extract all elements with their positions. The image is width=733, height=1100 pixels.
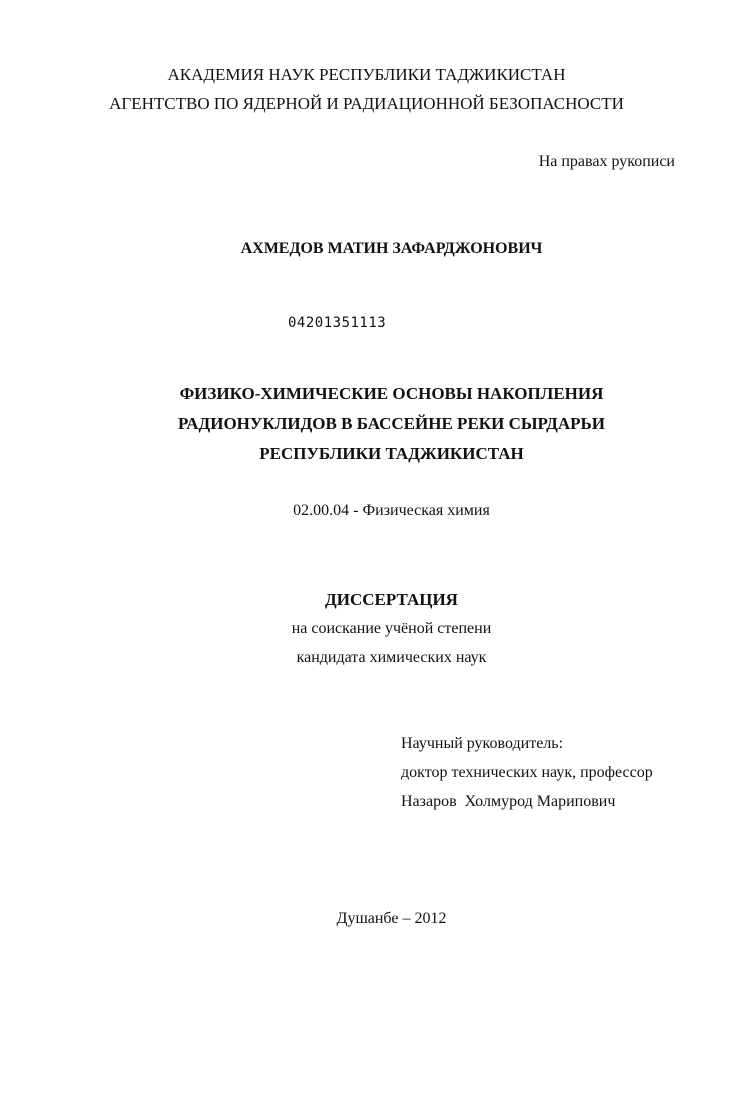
supervisor-name: Назаров Холмурод Марипович xyxy=(401,793,616,810)
dissertation-heading: ДИССЕРТАЦИЯ xyxy=(325,590,458,609)
degree-line-2: кандидата химических наук xyxy=(296,649,487,666)
manuscript-note: На правах рукописи xyxy=(538,153,675,170)
supervisor-label: Научный руководитель: xyxy=(401,735,564,752)
degree-line-1: на соискание учёной степени xyxy=(291,620,492,637)
specialty: 02.00.04 - Физическая химия xyxy=(293,502,490,519)
org-line-2: АГЕНТСТВО ПО ЯДЕРНОЙ И РАДИАЦИОННОЙ БЕЗОПАСНОСТИ xyxy=(109,94,624,113)
title-line-3: РЕСПУБЛИКИ ТАДЖИКИСТАН xyxy=(259,444,524,463)
supervisor-degree: доктор технических наук, профессор xyxy=(401,764,653,781)
registration-number: 04201351113 xyxy=(288,315,387,331)
author-name: АХМЕДОВ МАТИН ЗАФАРДЖОНОВИЧ xyxy=(240,240,543,257)
title-line-1: ФИЗИКО-ХИМИЧЕСКИЕ ОСНОВЫ НАКОПЛЕНИЯ xyxy=(179,384,604,403)
place-year: Душанбе – 2012 xyxy=(336,910,447,927)
org-line-1: АКАДЕМИЯ НАУК РЕСПУБЛИКИ ТАДЖИКИСТАН xyxy=(167,65,566,84)
title-line-2: РАДИОНУКЛИДОВ В БАССЕЙНЕ РЕКИ СЫРДАРЬИ xyxy=(178,414,605,433)
